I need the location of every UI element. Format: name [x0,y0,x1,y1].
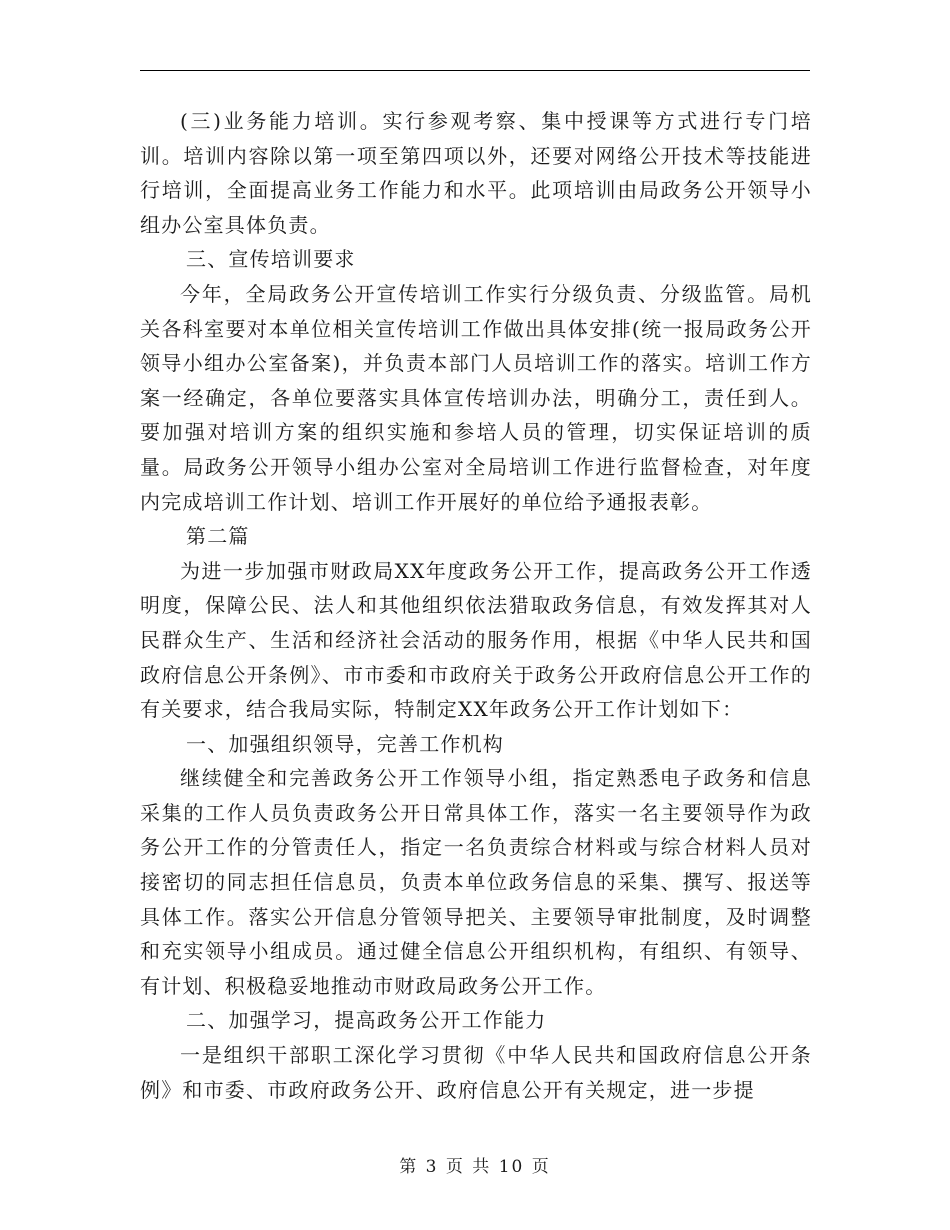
section-heading-training-requirements: 三、宣传培训要求 [186,247,356,272]
paragraph-study: 一是组织干部职工深化学习贯彻《中华人民共和国政府信息公开条例》和市委、市政府政务公开、政府信息公开有关规定，进一步提 [140,1043,812,1102]
paragraph-training-requirements: 今年，全局政务公开宣传培训工作实行分级负责、分级监管。局机关各科室要对本单位相关宣传培训工作做出具体安排(统一报局政务公开领导小组办公室备案)，并负责本部门人员培训工作的落实。培训工作方案一经确定，各单位要落实具体宣传培训办法，明确分工，责任到人。要加强对培训方案的组织实施和参培人员的管理，切实保证培训的质量。局政务公开领导小组办公室对全局培训工作进行监督检查，对年度内完成培训工作计划、培训工作开展好的单位给予通报表彰。 [140,281,812,514]
page-number: 第 3 页 共 10 页 [399,1157,551,1177]
section-heading-organization: 一、加强组织领导，完善工作机构 [186,731,504,756]
document-body [140,104,812,1107]
section-heading-study: 二、加强学习，提高政务公开工作能力 [186,1008,547,1033]
paragraph-organization: 继续健全和完善政务公开工作领导小组，指定熟悉电子政务和信息采集的工作人员负责政务公开日常具体工作，落实一名主要领导作为政务公开工作的分管责任人，指定一名负责综合材料或与综合材料人员对接密切的同志担任信息员，负责本单位政务信息的采集、撰写、报送等具体工作。落实公开信息分管领导把关、主要领导审批制度，及时调整和充实领导小组成员。通过健全信息公开组织机构，有组织、有领导、有计划、积极稳妥地推动市财政局政务公开工作。 [140,766,812,998]
header-rule [140,70,810,71]
paragraph-introduction: 为进一步加强市财政局XX年度政务公开工作，提高政务公开工作透明度，保障公民、法人和其他组织依法猎取政务信息，有效发挥其对人民群众生产、生活和经济社会活动的服务作用，根据《中华人民共和国政府信息公开条例》、市市委和市政府关于政务公开政府信息公开工作的有关要求，结合我局实际，特制定XX年政务公开工作计划如下： [140,558,812,722]
paragraph-business-training: (三)业务能力培训。实行参观考察、集中授课等方式进行专门培训。培训内容除以第一项至第四项以外，还要对网络公开技术等技能进行培训，全面提高业务工作能力和水平。此项培训由局政务公开领导小组办公室具体负责。 [140,109,812,237]
part-heading-second: 第二篇 [186,524,250,549]
